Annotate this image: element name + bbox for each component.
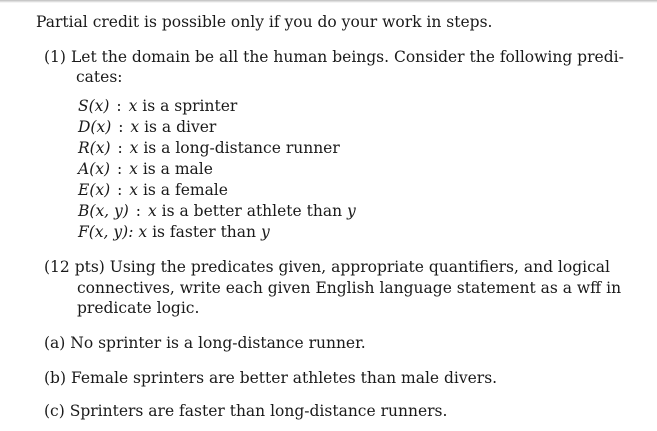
- predicate-description: is a better athlete than: [161, 202, 343, 220]
- predicate-separator: :: [135, 202, 142, 220]
- predicate-symbol: F(x, y):: [78, 223, 134, 241]
- predicate-variable: x: [129, 181, 139, 199]
- predicate-separator: :: [118, 118, 124, 136]
- part-a: [44, 333, 366, 353]
- predicate-item: [78, 222, 356, 243]
- predicate-variable: x: [138, 223, 148, 241]
- part-text: No sprinter is a long-distance runner.: [70, 334, 366, 352]
- predicate-variable: x: [129, 139, 139, 157]
- instructions-line-2: connectives, write each given English language statement as a wff in: [77, 278, 622, 297]
- predicate-list: [78, 96, 356, 243]
- predicate-item: [78, 117, 356, 138]
- predicate-symbol: B(x, y): [78, 202, 129, 220]
- predicate-symbol: S(x): [78, 97, 110, 115]
- predicate-tail-variable: y: [347, 202, 356, 220]
- predicate-description: is a long-distance runner: [143, 139, 340, 157]
- predicate-separator: :: [116, 160, 123, 178]
- question-1-line-2: cates:: [76, 68, 123, 86]
- part-text: Sprinters are faster than long-distance runners.: [69, 402, 448, 420]
- predicate-variable: x: [129, 160, 138, 178]
- question-1: [44, 47, 624, 87]
- question-number: (1): [44, 48, 66, 66]
- predicate-item: [78, 159, 356, 180]
- instructions-line-1: (12 pts) Using the predicates given, appropriate quantifiers, and logical: [44, 258, 610, 276]
- question-1-line-1: Let the domain be all the human beings. Consider the following predi-: [71, 48, 624, 66]
- predicate-item: [78, 201, 356, 222]
- part-c: [44, 401, 447, 421]
- predicate-description: is a sprinter: [142, 97, 238, 115]
- intro-text: Partial credit is possible only if you do your work in steps.: [36, 13, 493, 31]
- cropped-top-edge: [0, 0, 657, 3]
- instructions-line-3: predicate logic.: [77, 299, 200, 317]
- part-label: (b): [44, 369, 67, 387]
- predicate-item: [78, 138, 356, 159]
- predicate-symbol: R(x): [78, 139, 111, 157]
- predicate-separator: :: [116, 97, 122, 115]
- predicate-variable: x: [128, 97, 138, 115]
- predicate-description: is a male: [142, 160, 213, 178]
- predicate-description: is a female: [142, 181, 228, 199]
- predicate-separator: :: [117, 139, 123, 157]
- part-b: [44, 368, 497, 388]
- predicate-symbol: E(x): [78, 181, 111, 199]
- predicate-tail-variable: y: [260, 223, 270, 241]
- instructions: [44, 257, 622, 319]
- predicate-separator: :: [117, 181, 123, 199]
- predicate-item: [78, 96, 356, 117]
- predicate-symbol: A(x): [78, 160, 111, 178]
- predicate-variable: x: [147, 202, 157, 220]
- predicate-description: is a diver: [144, 118, 217, 136]
- part-text: Female sprinters are better athletes than male divers.: [70, 369, 498, 387]
- part-label: (c): [44, 402, 65, 420]
- predicate-description: is faster than: [152, 223, 257, 241]
- predicate-variable: x: [130, 118, 140, 136]
- predicate-symbol: D(x): [78, 118, 112, 136]
- predicate-item: [78, 180, 356, 201]
- part-label: (a): [44, 334, 66, 352]
